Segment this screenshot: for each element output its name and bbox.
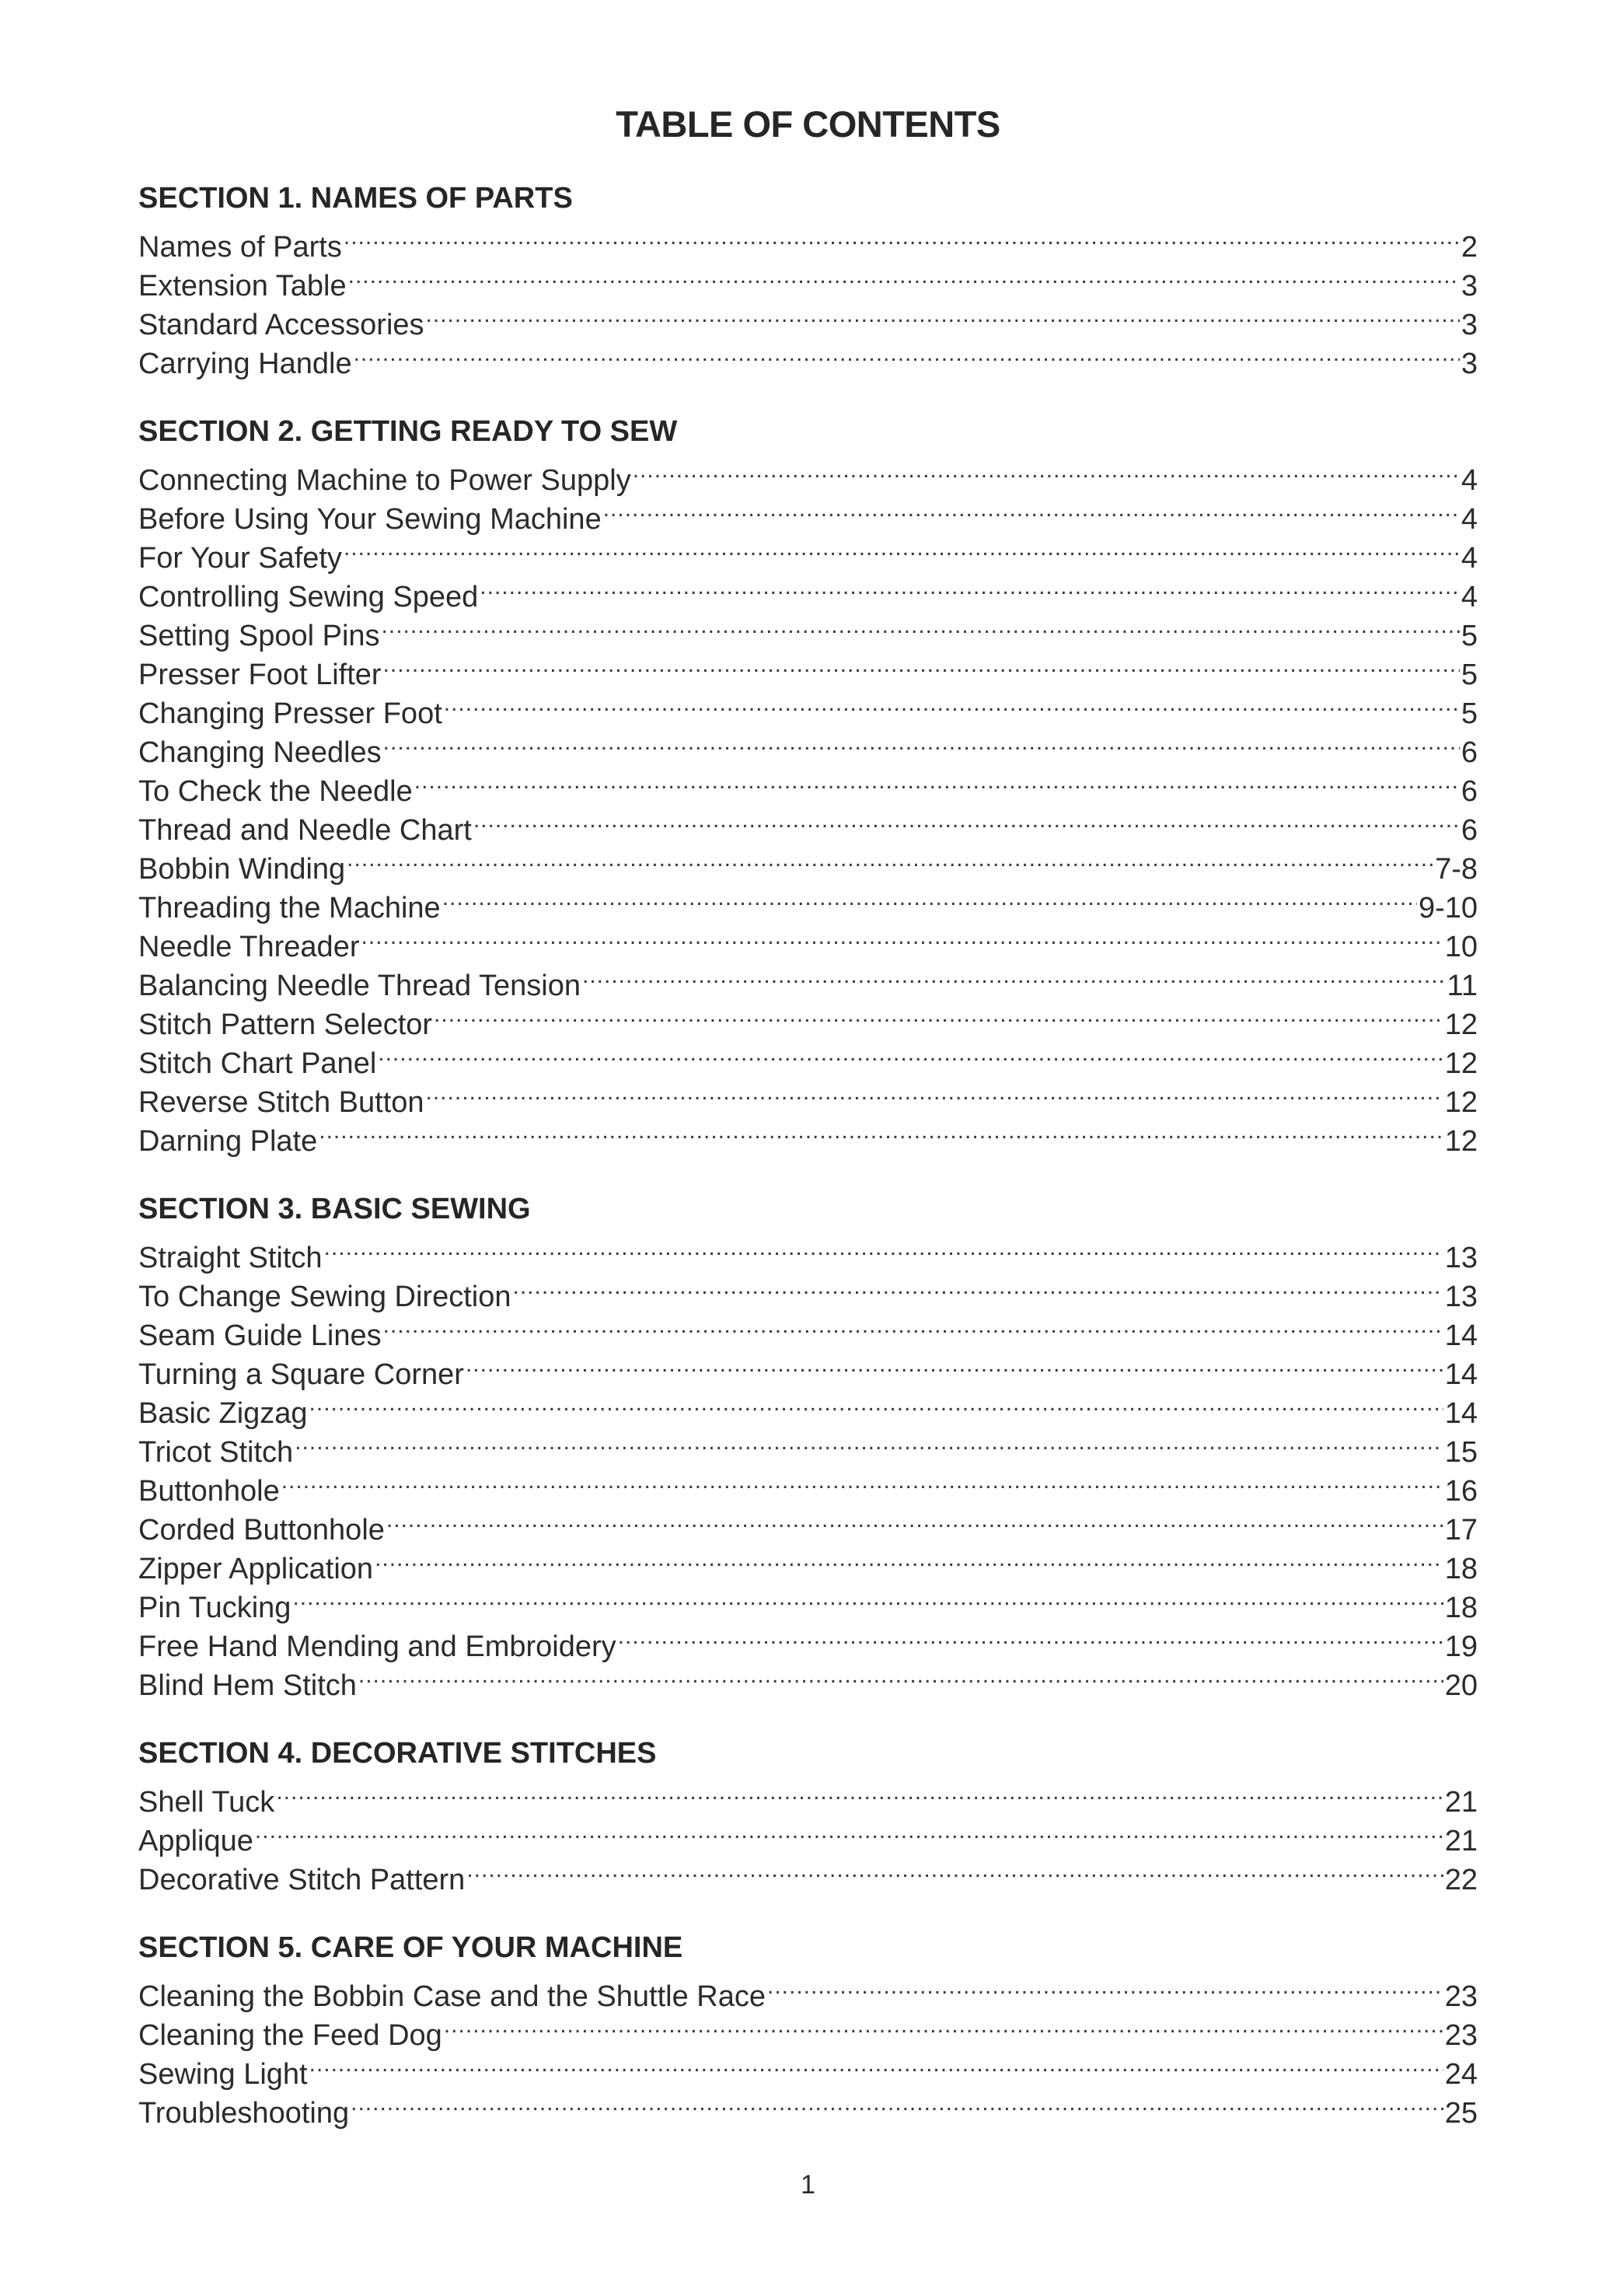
dot-leader bbox=[618, 1617, 1443, 1656]
dot-leader bbox=[375, 1539, 1443, 1578]
toc-entry-label: Presser Foot Lifter bbox=[138, 659, 382, 691]
toc-entry-label: Setting Spool Pins bbox=[138, 620, 380, 652]
toc-entry bbox=[138, 1967, 1478, 2013]
toc-entry-page: 17 bbox=[1444, 1514, 1478, 1546]
toc-entry-label: Needle Threader bbox=[138, 931, 360, 963]
dot-leader bbox=[351, 2084, 1443, 2123]
toc-entry-page: 19 bbox=[1444, 1630, 1478, 1663]
dot-leader bbox=[426, 1073, 1443, 1112]
toc-entry-label: Carrying Handle bbox=[138, 348, 352, 380]
toc-entry-label: Balancing Needle Thread Tension bbox=[138, 970, 581, 1002]
toc-entry-page: 21 bbox=[1444, 1786, 1478, 1819]
toc-entry-page: 12 bbox=[1444, 1125, 1478, 1158]
dot-leader bbox=[378, 1034, 1443, 1073]
dot-leader bbox=[582, 956, 1446, 995]
dot-leader bbox=[480, 568, 1460, 606]
toc-entry-label: Decorative Stitch Pattern bbox=[138, 1864, 466, 1896]
toc-entry-page: 4 bbox=[1461, 503, 1478, 536]
toc-entry-page: 4 bbox=[1461, 542, 1478, 575]
page-number: 1 bbox=[801, 2170, 815, 2200]
toc-entry-page: 12 bbox=[1444, 1086, 1478, 1119]
toc-entry-label: Before Using Your Sewing Machine bbox=[138, 503, 602, 536]
toc-entry-label: Turning a Square Corner bbox=[138, 1358, 464, 1391]
toc-entry-page: 5 bbox=[1461, 620, 1478, 652]
dot-leader bbox=[347, 840, 1433, 879]
dot-leader bbox=[414, 762, 1460, 801]
dot-leader bbox=[444, 2006, 1443, 2045]
toc-entry-label: Seam Guide Lines bbox=[138, 1319, 382, 1352]
toc-entry-page: 23 bbox=[1444, 2019, 1478, 2052]
toc-entry-page: 10 bbox=[1444, 931, 1478, 963]
dot-leader bbox=[383, 645, 1460, 684]
toc-entry bbox=[138, 2045, 1478, 2091]
toc-entry-page: 25 bbox=[1444, 2097, 1478, 2130]
toc-entry bbox=[138, 1267, 1478, 1313]
toc-entry-page: 3 bbox=[1461, 309, 1478, 341]
toc-entry-page: 20 bbox=[1444, 1669, 1478, 1702]
section-heading: SECTION 1. NAMES OF PARTS bbox=[138, 182, 573, 215]
toc-entry-page: 6 bbox=[1461, 775, 1478, 808]
toc-entry-page: 7-8 bbox=[1435, 853, 1478, 886]
toc-entry-page: 14 bbox=[1444, 1397, 1478, 1430]
toc-entry-label: To Change Sewing Direction bbox=[138, 1281, 511, 1313]
dot-leader bbox=[292, 1578, 1443, 1617]
section-heading: SECTION 3. BASIC SEWING bbox=[138, 1193, 531, 1225]
toc-entry-page: 22 bbox=[1444, 1864, 1478, 1896]
toc-entry-page: 16 bbox=[1444, 1475, 1478, 1508]
dot-leader bbox=[319, 1112, 1443, 1151]
dot-leader bbox=[295, 1423, 1443, 1462]
dot-leader bbox=[324, 1228, 1443, 1267]
toc-entry-page: 3 bbox=[1461, 270, 1478, 302]
toc-entry-label: To Check the Needle bbox=[138, 775, 413, 808]
toc-entry-page: 2 bbox=[1461, 231, 1478, 264]
toc-entry bbox=[138, 1423, 1478, 1469]
toc-entry-page: 6 bbox=[1461, 814, 1478, 847]
dot-leader bbox=[633, 451, 1460, 490]
toc-entry-label: Changing Needles bbox=[138, 736, 382, 769]
toc-entry-label: Changing Presser Foot bbox=[138, 697, 442, 730]
toc-section bbox=[138, 1734, 1478, 1896]
toc-section bbox=[138, 179, 1478, 380]
toc-entry bbox=[138, 1501, 1478, 1546]
toc-entry-label: Stitch Pattern Selector bbox=[138, 1008, 433, 1041]
toc-entry bbox=[138, 1228, 1478, 1274]
toc-entry-label: Straight Stitch bbox=[138, 1242, 323, 1274]
toc-entry bbox=[138, 1112, 1478, 1158]
toc-entry-label: Troubleshooting bbox=[138, 2097, 350, 2130]
table-of-contents bbox=[138, 179, 1478, 2161]
toc-section bbox=[138, 412, 1478, 1158]
dot-leader bbox=[603, 490, 1460, 529]
dot-leader bbox=[344, 218, 1460, 257]
toc-entry-label: Extension Table bbox=[138, 270, 347, 302]
toc-entry bbox=[138, 1617, 1478, 1663]
dot-leader bbox=[309, 1384, 1443, 1423]
toc-entry-label: Connecting Machine to Power Supply bbox=[138, 464, 631, 497]
section-heading: SECTION 2. GETTING READY TO SEW bbox=[138, 415, 678, 448]
toc-entry bbox=[138, 2084, 1478, 2130]
dot-leader bbox=[767, 1967, 1443, 2006]
toc-entry-page: 23 bbox=[1444, 1980, 1478, 2013]
toc-entry-page: 14 bbox=[1444, 1358, 1478, 1391]
toc-section bbox=[138, 1928, 1478, 2130]
dot-leader bbox=[473, 801, 1460, 840]
dot-leader bbox=[344, 529, 1460, 568]
dot-leader bbox=[276, 1773, 1443, 1812]
toc-entry-label: Basic Zigzag bbox=[138, 1397, 308, 1430]
toc-section bbox=[138, 1190, 1478, 1702]
toc-entry bbox=[138, 451, 1478, 497]
toc-entry bbox=[138, 1462, 1478, 1508]
toc-entry-label: Bobbin Winding bbox=[138, 853, 346, 886]
toc-entry bbox=[138, 1384, 1478, 1430]
toc-entry-page: 11 bbox=[1447, 970, 1478, 1002]
toc-entry-label: Shell Tuck bbox=[138, 1786, 275, 1819]
dot-leader bbox=[386, 1501, 1443, 1539]
dot-leader bbox=[383, 1306, 1443, 1345]
section-heading: SECTION 5. CARE OF YOUR MACHINE bbox=[138, 1931, 683, 1964]
dot-leader bbox=[281, 1462, 1443, 1501]
dot-leader bbox=[426, 295, 1460, 334]
toc-entry-label: Darning Plate bbox=[138, 1125, 318, 1158]
toc-entry-label: Buttonhole bbox=[138, 1475, 280, 1508]
toc-entry-label: For Your Safety bbox=[138, 542, 342, 575]
dot-leader bbox=[358, 1656, 1443, 1695]
toc-entry-label: Names of Parts bbox=[138, 231, 342, 264]
dot-leader bbox=[348, 257, 1460, 295]
dot-leader bbox=[434, 995, 1443, 1034]
toc-entry-page: 4 bbox=[1461, 581, 1478, 613]
toc-entry-label: Standard Accessories bbox=[138, 309, 424, 341]
toc-entry-label: Cleaning the Bobbin Case and the Shuttle Race bbox=[138, 1980, 766, 2013]
toc-entry-label: Zipper Application bbox=[138, 1553, 374, 1585]
dot-leader bbox=[309, 2045, 1443, 2084]
dot-leader bbox=[466, 1850, 1443, 1889]
toc-entry-label: Free Hand Mending and Embroidery bbox=[138, 1630, 616, 1663]
toc-entry-label: Reverse Stitch Button bbox=[138, 1086, 424, 1119]
toc-entry-page: 4 bbox=[1461, 464, 1478, 497]
toc-entry-label: Controlling Sewing Speed bbox=[138, 581, 479, 613]
toc-entry-label: Blind Hem Stitch bbox=[138, 1669, 357, 1702]
toc-entry-label: Thread and Needle Chart bbox=[138, 814, 472, 847]
toc-entry-label: Pin Tucking bbox=[138, 1592, 291, 1624]
toc-entry-page: 3 bbox=[1461, 348, 1478, 380]
toc-entry bbox=[138, 1812, 1478, 1857]
dot-leader bbox=[255, 1812, 1443, 1850]
section-heading: SECTION 4. DECORATIVE STITCHES bbox=[138, 1737, 657, 1770]
toc-entry-page: 14 bbox=[1444, 1319, 1478, 1352]
dot-leader bbox=[442, 879, 1417, 917]
toc-entry-label: Threading the Machine bbox=[138, 892, 441, 924]
dot-leader bbox=[383, 723, 1460, 762]
toc-entry-page: 18 bbox=[1444, 1592, 1478, 1624]
toc-entry-page: 21 bbox=[1444, 1825, 1478, 1857]
dot-leader bbox=[382, 606, 1460, 645]
dot-leader bbox=[361, 917, 1443, 956]
toc-entry-page: 12 bbox=[1444, 1008, 1478, 1041]
toc-entry-page: 5 bbox=[1461, 659, 1478, 691]
toc-entry-page: 6 bbox=[1461, 736, 1478, 769]
toc-entry-label: Sewing Light bbox=[138, 2058, 308, 2091]
toc-entry-label: Tricot Stitch bbox=[138, 1436, 294, 1469]
toc-entry-page: 5 bbox=[1461, 697, 1478, 730]
toc-entry bbox=[138, 1850, 1478, 1896]
toc-entry-page: 12 bbox=[1444, 1047, 1478, 1080]
toc-entry-page: 13 bbox=[1444, 1281, 1478, 1313]
toc-entry-label: Corded Buttonhole bbox=[138, 1514, 385, 1546]
toc-entry-label: Stitch Chart Panel bbox=[138, 1047, 377, 1080]
page-title: TABLE OF CONTENTS bbox=[616, 103, 1000, 145]
dot-leader bbox=[513, 1267, 1443, 1306]
toc-entry bbox=[138, 1578, 1478, 1624]
toc-entry-page: 24 bbox=[1444, 2058, 1478, 2091]
dot-leader bbox=[444, 684, 1460, 723]
dot-leader bbox=[354, 334, 1460, 373]
toc-entry-label: Cleaning the Feed Dog bbox=[138, 2019, 442, 2052]
toc-entry-page: 15 bbox=[1444, 1436, 1478, 1469]
dot-leader bbox=[466, 1345, 1443, 1384]
document-page bbox=[138, 0, 1478, 2296]
toc-entry-page: 18 bbox=[1444, 1553, 1478, 1585]
toc-entry-page: 13 bbox=[1444, 1242, 1478, 1274]
toc-entry bbox=[138, 218, 1478, 264]
toc-entry-page: 9-10 bbox=[1418, 892, 1478, 924]
toc-entry-label: Applique bbox=[138, 1825, 253, 1857]
toc-entry bbox=[138, 1773, 1478, 1819]
